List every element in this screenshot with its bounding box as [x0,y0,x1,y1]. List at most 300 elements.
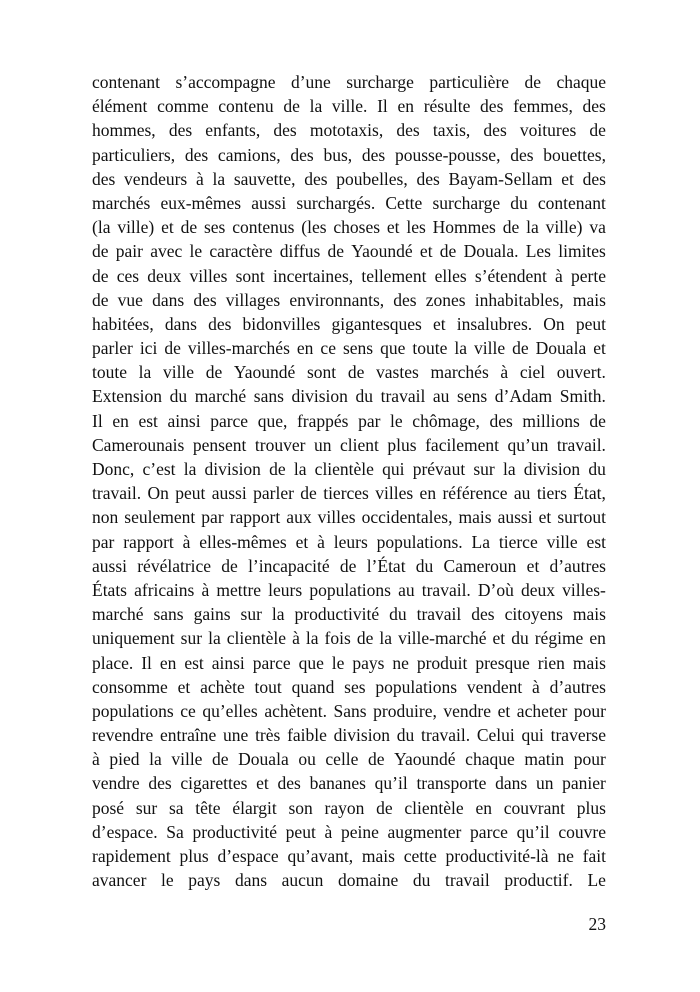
word: Donc, [92,459,135,479]
word: à [317,531,325,552]
word: et [561,168,574,189]
word: à [324,821,333,842]
word: villes- [562,579,606,600]
word: États [92,579,127,600]
word: toute [412,338,448,359]
word: la [212,168,226,189]
word: des [193,289,217,310]
word: sauvette, [233,168,296,189]
word: des [304,168,328,189]
word: Il [377,96,388,117]
word: vue [117,289,143,310]
word: la [208,628,221,649]
word: Les [525,241,551,262]
word: régime [534,628,584,649]
word: qu’il [374,773,408,794]
word: contenant [537,192,606,213]
word: (la [92,217,111,238]
word: par [201,507,224,528]
word: que, [257,410,288,431]
text-line [92,312,606,336]
word: clientèle [314,459,374,479]
word: marché [92,604,144,625]
word: La [471,531,490,552]
word: par [92,531,115,552]
word: travail. [556,434,606,455]
word: de [221,555,238,576]
text-line [92,554,606,578]
word: achètent. [264,700,327,721]
word: limites [558,241,606,262]
word: deux [147,265,182,286]
word: matin [524,749,565,770]
word: pensent [192,434,247,455]
word: division [333,725,391,746]
word: du [355,386,374,407]
text-line [92,143,606,167]
word: inhabitables, [474,289,564,310]
word: Yaoundé [394,749,456,770]
word: Sans [333,700,367,721]
word: rapport [123,531,174,552]
word: ne [392,652,409,673]
word: uniquement [92,628,175,649]
word: c’est [142,459,176,479]
word: et [161,217,174,238]
text-line [92,844,606,868]
word: des [168,120,193,141]
word: tierce [498,531,538,552]
word: populations [375,676,458,697]
text-line [92,820,606,844]
word: dans [495,773,528,794]
word: sur [473,459,495,479]
text-line [92,118,606,142]
word: ne [557,846,574,866]
word: villes-marchés [187,338,290,359]
word: d’Adam [494,386,553,407]
word: travail. [92,483,142,504]
word: leurs [333,531,368,552]
text-line [92,481,606,505]
word: aussi [251,192,287,213]
word: frappés [296,410,349,431]
word: ainsi [167,410,201,431]
word: ville [162,362,195,383]
text-line [92,94,606,118]
word: poubelles, [336,168,408,189]
word: à [201,579,210,600]
word: surchargés. [296,192,376,213]
word: couvrant [503,797,565,818]
word: élément [92,96,148,117]
word: villes [317,507,356,528]
word: des [396,120,420,141]
word: du [510,192,528,213]
word: travail. [421,579,471,600]
word: élargit [232,797,277,818]
word: tête [195,797,221,818]
word: dans [234,870,268,891]
word: d’autres [549,555,606,576]
word: en [589,628,606,649]
word: ses [203,217,226,238]
word: caractère [209,241,273,262]
word: de [524,72,542,92]
word: marchés [92,192,151,213]
word: va [589,217,606,238]
word: à [532,676,540,697]
word: rapidement [92,846,171,866]
word: est [586,531,606,552]
word: à [182,531,191,552]
word: est [138,410,158,431]
word: clientèle [226,628,287,649]
word: du [169,386,188,407]
text-line [92,457,606,481]
word: de [589,120,606,141]
word: le [331,652,345,673]
word: le [390,410,403,431]
word: Cameroun [443,555,517,576]
word: mais [458,507,492,528]
word: de [92,265,109,286]
word: rien [537,652,565,673]
word: perte [570,265,606,286]
word: quand [291,676,335,697]
word: à [555,265,563,286]
word: rayon [324,797,365,818]
text-line [92,336,606,360]
word: sont [235,265,265,286]
word: vastes [376,362,419,383]
word: des [277,773,301,794]
word: et [433,313,446,334]
text-line [92,433,606,457]
text-line [92,70,606,94]
word: Il [92,410,103,431]
word: sur [240,604,262,625]
word: des [184,144,209,165]
word: celle [325,749,359,770]
word: populations. [376,531,463,552]
word: deux [521,579,556,600]
text-line [92,675,606,699]
word: bananes [309,773,366,794]
word: comme [157,96,209,117]
word: du [415,555,434,576]
word: aussi [211,483,247,504]
word: Extension [92,386,162,407]
word: contenu [218,96,274,117]
word: ville [171,749,203,770]
word: tout [254,676,282,697]
text-line [92,360,606,384]
text-line [92,191,606,215]
word: de [439,241,457,262]
word: en [112,410,129,431]
word: de [347,362,365,383]
word: Hommes [432,217,496,238]
word: tierces [323,483,369,504]
word: traverse [550,725,606,746]
word: vendent [466,676,523,697]
word: productivité-là [445,846,549,866]
word: villes [189,265,228,286]
word: parler [92,338,133,359]
word: sa [168,797,184,818]
word: l’État [366,555,406,576]
word: contenus [232,217,295,238]
word: et [256,773,269,794]
word: vendeurs [124,168,188,189]
text-line [92,215,606,239]
word: augmenter [387,821,462,842]
word: des [489,410,513,431]
word: au [513,483,531,504]
word: pays [352,652,385,673]
word: On [543,313,565,334]
word: contenant [92,72,161,92]
word: au [432,386,450,407]
word: de [92,289,109,310]
word: sont [306,362,337,383]
word: pour [573,749,606,770]
word: mais [572,604,606,625]
word: par [358,410,381,431]
word: des [208,313,232,334]
word: sur [135,797,158,818]
word: aussi [497,507,533,528]
word: environnants, [289,289,385,310]
word: ville) [545,217,583,238]
word: mettre [216,579,262,600]
word: révélatrice [137,555,212,576]
word: et [177,676,191,697]
word: de [180,217,198,238]
word: la [138,362,152,383]
word: Camerounais [92,434,185,455]
word: parce [470,821,508,842]
word: à [92,749,100,770]
word: surcharge [432,192,501,213]
text-line [92,796,606,820]
word: division [204,459,261,479]
word: ainsi [211,652,245,673]
text-line [92,723,606,747]
word: ouvert. [556,362,606,383]
word: transporte [416,773,487,794]
word: aucun [281,870,324,891]
word: millions [522,410,580,431]
word: mais [361,846,395,866]
word: Cette [385,192,423,213]
word: couvre [558,821,606,842]
word: de [283,96,300,117]
word: le [161,870,174,891]
word: la [293,459,307,479]
word: villages [225,289,281,310]
word: elles [434,265,467,286]
word: d’autres [549,676,606,697]
text-line [92,771,606,795]
word: cigarettes [180,773,248,794]
word: peut [285,821,316,842]
word: sens [342,338,374,359]
word: Douala. [463,241,519,262]
word: On [147,483,169,504]
word: domaine [338,870,399,891]
word: peine [340,821,379,842]
word: marchés [430,362,489,383]
word: citoyens [504,604,563,625]
text-line [92,264,606,288]
word: la [502,459,516,479]
word: Le [587,870,606,891]
word: d’espace. [92,821,158,842]
word: d’espace [217,846,279,866]
text-line [92,167,606,191]
word: l’incapacité [248,555,330,576]
word: bidonvilles [242,313,321,334]
word: ville) [117,217,155,238]
text-line [92,505,606,529]
word: tellement [361,265,427,286]
word: taxis, [432,120,471,141]
word: qui [521,725,544,746]
word: la [309,96,323,117]
word: cette [403,846,437,866]
word: vendre [443,700,492,721]
text-line [92,239,606,263]
word: s’accompagne [175,72,276,92]
word: Yaoundé [351,241,413,262]
word: place. [92,652,134,673]
word: avec [150,241,183,262]
word: pour [573,700,606,721]
word: de [502,217,520,238]
word: camions, [217,144,281,165]
word: que [298,652,324,673]
word: ses [344,676,366,697]
word: faible [287,725,327,746]
word: mais [572,652,606,673]
word: aux [286,507,312,528]
word: prévaut [412,459,466,479]
word: à [500,362,509,383]
word: dans [152,289,185,310]
word: du [511,628,529,649]
word: ciel [519,362,546,383]
word: (les [301,217,327,238]
word: choses [333,217,381,238]
word: ce [180,700,196,721]
word: d’une [290,72,331,92]
word: la [183,459,197,479]
word: productif. [504,870,573,891]
word: de [356,628,374,649]
word: Yaoundé [233,362,296,383]
word: incertaines, [272,265,354,286]
word: du [389,604,407,625]
word: résulte [423,96,471,117]
word: et [497,700,511,721]
word: de [368,749,385,770]
word: travail [445,870,490,891]
word: rapport [229,507,281,528]
word: pied [109,749,140,770]
word: dans [164,313,197,334]
word: du [588,459,606,479]
word: clientèle [404,797,464,818]
word: de [339,555,357,576]
word: toute [92,362,127,383]
text-line [92,384,606,408]
word: ici [139,338,158,359]
word: Sa [166,821,184,842]
word: leurs [268,579,303,600]
word: consomme [92,676,168,697]
word: et [526,555,540,576]
word: zones [425,289,466,310]
word: à [292,628,300,649]
word: la [454,338,468,359]
word: Bayam-Sellam [448,168,553,189]
word: mototaxis, [309,120,384,141]
text-line [92,530,606,554]
word: Douala [535,338,587,359]
word: fait [582,846,606,866]
word: du [412,870,431,891]
word: peut [575,313,606,334]
word: de [589,410,606,431]
word: à [195,168,204,189]
word: de [269,459,286,479]
word: panier [562,773,606,794]
text-line [92,651,606,675]
word: travail [380,386,426,407]
word: des [92,168,116,189]
word: qu’il [516,821,550,842]
word: client [339,434,379,455]
word: État, [573,483,606,504]
word: de [376,797,393,818]
word: facilement [425,434,499,455]
word: produire, [373,700,437,721]
word: de [205,362,223,383]
text-line [92,288,606,312]
word: qu’un [507,434,549,455]
word: et [295,531,309,552]
word: de [512,338,529,359]
word: posé [92,797,125,818]
word: des [582,168,606,189]
word: seulement [124,507,196,528]
word: peut [175,483,206,504]
word: Smith. [559,386,606,407]
word: produit [416,652,468,673]
word: surcharge [346,72,414,92]
word: du [396,725,415,746]
word: travail. [421,725,471,746]
word: populations [309,579,391,600]
word: chaque [465,749,515,770]
word: division [523,459,581,479]
word: de [212,749,229,770]
word: productivité [192,821,277,842]
word: et [538,507,552,528]
word: africains [134,579,195,600]
